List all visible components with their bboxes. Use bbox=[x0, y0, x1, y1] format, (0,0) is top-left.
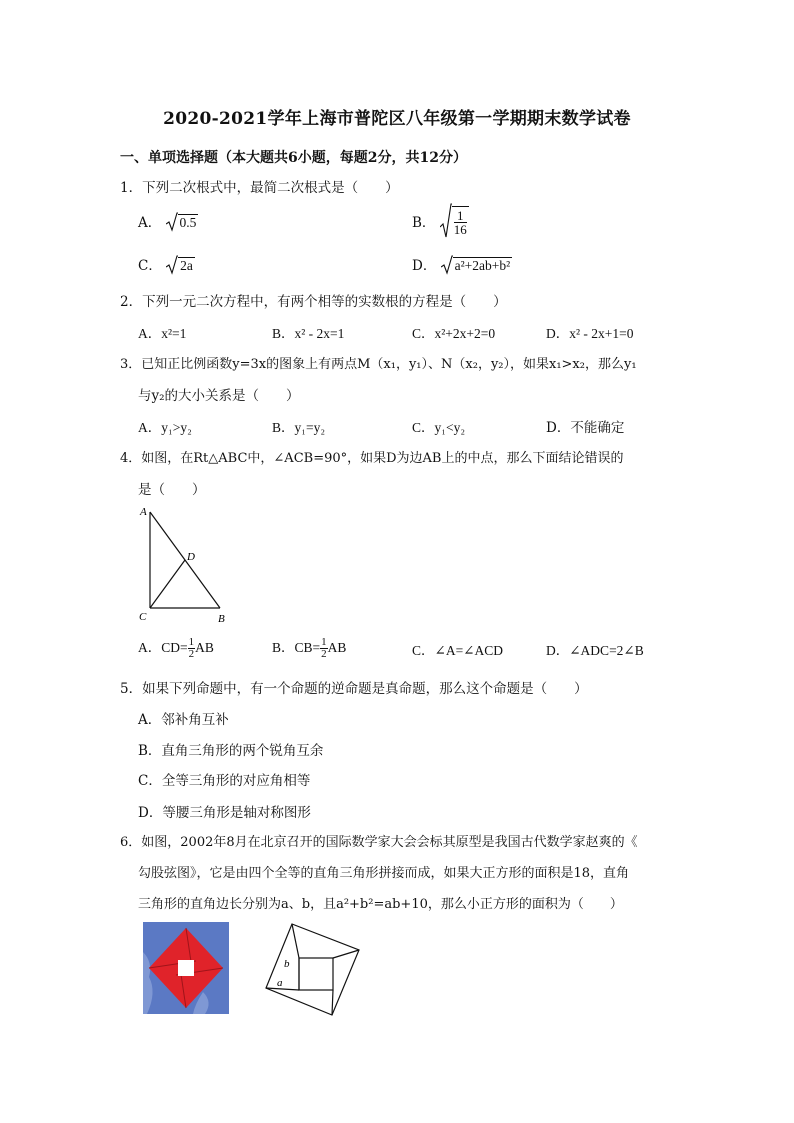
q4-b-lhs: CB= bbox=[294, 640, 321, 655]
question-4-stem-line2: 是（ ） bbox=[138, 482, 206, 498]
question-3-stem-line1: 3．已知正比例函数y=3x的图象上有两点M（x₁，y₁）、N（x₂，y₂），如果x₁>x₂，那么y₁ bbox=[120, 357, 637, 372]
triangle-leg bbox=[292, 924, 299, 958]
q4-option-b-label: B． bbox=[272, 640, 295, 655]
question-2-stem: 2．下列一元二次方程中，有两个相等的实数根的方程是（ ） bbox=[120, 294, 507, 310]
icm-2002-logo-image bbox=[143, 922, 229, 1014]
vertex-a-label: A bbox=[140, 506, 147, 518]
q1-option-a-label: A． bbox=[138, 215, 162, 231]
radical-sign-icon bbox=[441, 255, 453, 275]
q4-option-c: C．∠A=∠ACD bbox=[412, 643, 503, 658]
vertex-b-label: B bbox=[218, 613, 225, 625]
q3-option-b: B．y₁=y₂ bbox=[272, 420, 326, 435]
q4-a-rhs: AB bbox=[195, 640, 214, 655]
q1-a-radicand: 0.5 bbox=[179, 215, 197, 230]
q1-option-a-radical bbox=[166, 212, 199, 232]
q4-b-fraction bbox=[320, 637, 328, 660]
right-triangle-figure bbox=[134, 502, 234, 630]
leg-a-label: a bbox=[277, 977, 283, 989]
q1-d-radicand: a²+2ab+b² bbox=[454, 258, 511, 273]
leg-b-label: b bbox=[284, 958, 290, 970]
q4-option-a-label: A． bbox=[138, 640, 162, 655]
q2-option-c: C．x²+2x+2=0 bbox=[412, 326, 496, 341]
q3-option-a: A．y₁>y₂ bbox=[138, 420, 192, 435]
q4-b-rhs: AB bbox=[327, 640, 347, 655]
inner-square bbox=[299, 958, 333, 990]
question-6-stem-line3: 三角形的直角边长分别为a、b，且a²+b²=ab+10，那么小正方形的面积为（ ） bbox=[138, 897, 623, 912]
q2-option-a: A．x²=1 bbox=[138, 326, 187, 341]
q1-c-radicand: 2a bbox=[180, 258, 193, 273]
q5-option-b: B．直角三角形的两个锐角互余 bbox=[138, 743, 324, 759]
q4-a-denominator: 2 bbox=[188, 648, 195, 661]
q1-option-a bbox=[138, 211, 198, 232]
question-6-stem-line2: 勾股弦图》，它是由四个全等的直角三角形拼接而成，如果大正方形的面积是18，直角 bbox=[138, 866, 630, 881]
q1-b-numerator: 1 bbox=[454, 209, 467, 223]
q1-option-b-label: B． bbox=[412, 215, 436, 231]
q4-option-d: D．∠ADC=2∠B bbox=[546, 643, 644, 658]
q4-b-denominator: 2 bbox=[321, 648, 327, 661]
q4-a-numerator: 1 bbox=[188, 636, 195, 649]
q4-option-b bbox=[272, 636, 346, 660]
q4-b-numerator: 1 bbox=[321, 636, 327, 649]
q4-option-a bbox=[138, 636, 214, 660]
q1-option-d-label: D． bbox=[412, 258, 437, 274]
radical-sign-icon bbox=[166, 255, 178, 275]
q4-a-fraction bbox=[188, 637, 196, 660]
question-4-stem-line1: 4．如图，在Rt△ABC中，∠ACB=90°，如果D为边AB上的中点，那么下面结论错误的 bbox=[120, 451, 624, 466]
outer-square bbox=[266, 924, 359, 1015]
question-5-stem: 5．如果下列命题中，有一个命题的逆命题是真命题，那么这个命题是（ ） bbox=[120, 681, 588, 697]
triangle-leg bbox=[333, 950, 359, 958]
q4-a-lhs: CD= bbox=[161, 640, 188, 655]
q1-option-c-label: C． bbox=[138, 258, 162, 274]
exam-title: 2020-2021学年上海市普陀区八年级第一学期期末数学试卷 bbox=[163, 109, 631, 129]
logo-inner-square bbox=[178, 960, 194, 976]
q3-option-c: C．y₁<y₂ bbox=[412, 420, 466, 435]
section-heading: 一、单项选择题（本大题共6小题，每题2分，共12分） bbox=[120, 150, 467, 166]
q1-b-denominator: 16 bbox=[453, 222, 467, 237]
q3-option-d: D．不能确定 bbox=[546, 420, 625, 436]
radical-sign-icon bbox=[166, 212, 178, 232]
q1-b-fraction bbox=[452, 206, 469, 236]
q2-option-b: B．x² - 2x=1 bbox=[272, 326, 345, 341]
median-cd bbox=[150, 560, 185, 608]
q1-option-b bbox=[412, 203, 469, 239]
vertex-d-label: D bbox=[187, 551, 195, 563]
q1-option-d bbox=[412, 254, 512, 275]
question-3-stem-line2: 与y₂的大小关系是（ ） bbox=[138, 388, 300, 404]
question-1-stem: 1．下列二次根式中，最简二次根式是（ ） bbox=[120, 180, 399, 196]
question-6-stem-line1: 6．如图，2002年8月在北京召开的国际数学家大会会标其原型是我国古代数学家赵爽的《 bbox=[120, 835, 638, 850]
vertex-c-label: C bbox=[139, 611, 147, 623]
q2-option-d: D．x² - 2x+1=0 bbox=[546, 326, 634, 341]
q5-option-a: A．邻补角互补 bbox=[138, 712, 229, 728]
pythagorean-diagram bbox=[262, 920, 364, 1020]
radical-sign-icon bbox=[440, 203, 452, 239]
q5-option-c: C．全等三角形的对应角相等 bbox=[138, 773, 311, 789]
q1-option-c bbox=[138, 254, 195, 275]
q5-option-d: D．等腰三角形是轴对称图形 bbox=[138, 805, 311, 821]
triangle-leg bbox=[332, 990, 333, 1015]
